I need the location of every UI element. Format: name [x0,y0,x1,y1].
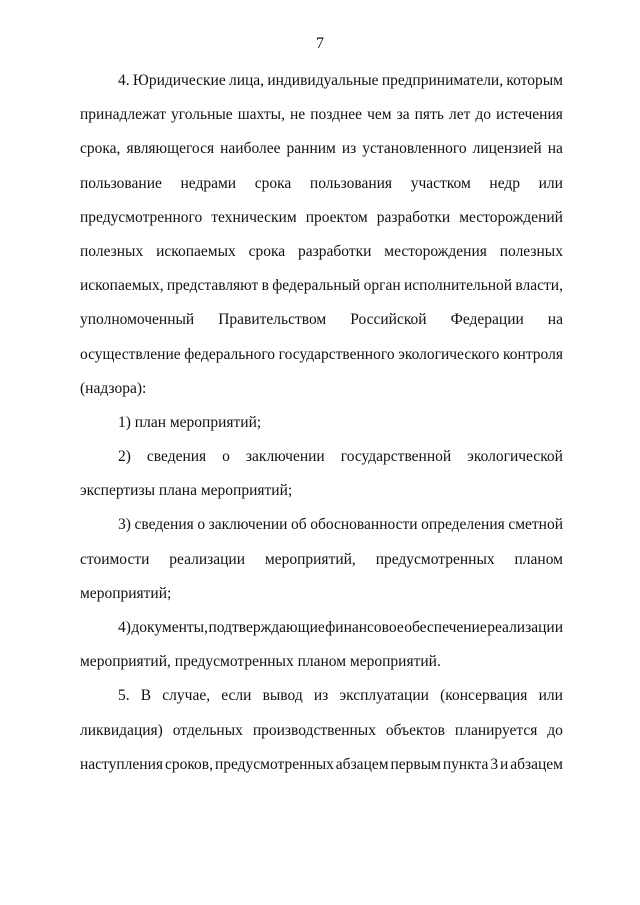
text-line: стоимости реализации мероприятий, предусмотренных планом [80,550,563,568]
paragraph-p4-1 [80,406,563,440]
text-line: 3) сведения о заключении об обоснованности определения сметной [118,516,563,534]
paragraph-p5 [80,679,563,782]
document-body [80,64,563,782]
text-line: осуществление федерального государственного экологического контроля [80,345,563,363]
text-line: уполномоченный Правительством Российской Федерации на [80,311,563,329]
text-line: (надзора): [80,379,147,397]
text-line: ископаемых, представляют в федеральный орган исполнительной власти, [80,277,563,295]
text-line: 5. В случае, если вывод из эксплуатации (консервация или [118,687,563,705]
page-number: 7 [316,35,324,52]
text-line: 1) план мероприятий; [118,413,262,431]
paragraph-p4 [80,64,563,406]
paragraph-p4-2 [80,440,563,508]
paragraph-p4-4 [80,611,563,679]
text-line: 2) сведения о заключении государственной экологической [118,448,563,466]
paragraph-p4-3 [80,508,563,611]
text-line: 4. Юридические лица, индивидуальные предприниматели, которым [118,72,563,89]
text-line: полезных ископаемых срока разработки месторождения полезных [80,242,563,260]
text-line: предусмотренного техническим проектом разработки месторождений [80,208,563,226]
text-line: мероприятий, предусмотренных планом мероприятий. [80,653,441,671]
text-line: ликвидация) отдельных производственных объектов планируется до [80,721,563,739]
text-line: наступления сроков, предусмотренных абзацем первым пункта 3 и абзацем [80,755,563,773]
text-line: принадлежат угольные шахты, не позднее чем за пять лет до истечения [80,106,563,124]
text-line: срока, являющегося наиболее ранним из установленного лицензией на [80,140,563,158]
text-line: мероприятий; [80,584,172,602]
text-line: 4) документы, подтверждающие финансовое обеспечение реализации [118,619,563,636]
text-line: пользование недрами срока пользования участком недр или [80,174,563,192]
text-line: экспертизы плана мероприятий; [80,482,293,500]
